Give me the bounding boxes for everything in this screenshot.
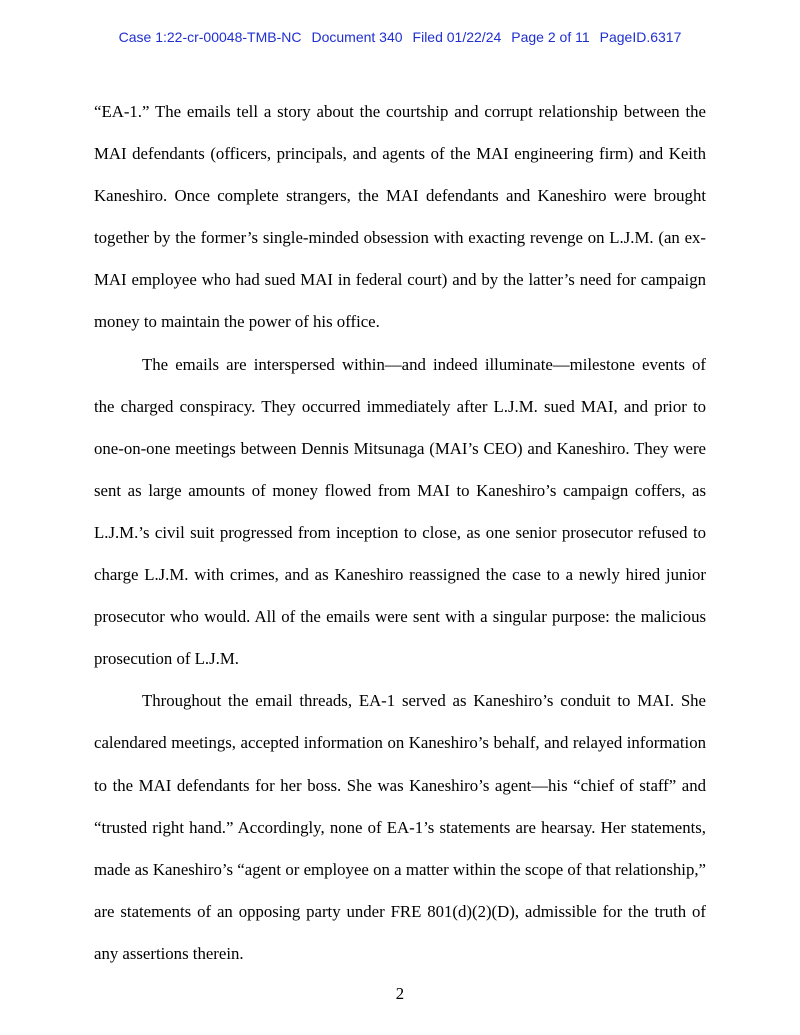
filed-date: Filed 01/22/24 xyxy=(412,29,502,45)
page-number: 2 xyxy=(395,984,405,1003)
court-filing-header xyxy=(0,28,800,46)
page-count: Page 2 of 11 xyxy=(511,29,590,45)
paragraph: The emails are interspersed within—and indeed illuminate—milestone events of the charged conspiracy. They occurred immediately after L.J.M. sued MAI, and prior to one-on-one meetings between Dennis Mitsunaga (MAI’s CEO) and Kaneshiro. They were sent as large amounts of money flowed from MAI to Kaneshiro’s campaign coffers, as L.J.M.’s civil suit progressed from inception to close, as one senior prosecutor refused to charge L.J.M. with crimes, and as Kaneshiro reassigned the case to a newly hired junior prosecutor who would. All of the emails were sent with a singular purpose: the malicious prosecution of L.J.M. xyxy=(94,354,706,669)
document-body xyxy=(94,91,706,975)
case-number: Case 1:22-cr-00048-TMB-NC xyxy=(118,29,302,45)
paragraph: Throughout the email threads, EA-1 served as Kaneshiro’s conduit to MAI. She calendared meetings, accepted information on Kaneshiro’s behalf, and relayed information to the MAI defendants for her boss. She was Kaneshiro’s agent—his “chief of staff” and “trusted right hand.” Accordingly, none of EA-1’s statements are hearsay. Her statements, made as Kaneshiro’s “agent or employee on a matter within the scope of that relationship,” are statements of an opposing party under FRE 801(d)(2)(D), admissible for the truth of any assertions therein. xyxy=(94,691,706,963)
document-number: Document 340 xyxy=(311,29,403,45)
page-id: PageID.6317 xyxy=(599,29,682,45)
paragraph-continuation: “EA-1.” The emails tell a story about the courtship and corrupt relationship between the MAI defendants (officers, principals, and agents of the MAI engineering firm) and Keith Kaneshiro. Once complete strangers, the MAI defendants and Kaneshiro were brought together by the former’s single-minded obsession with exacting revenge on L.J.M. (an ex-MAI employee who had sued MAI in federal court) and by the latter’s need for campaign money to maintain the power of his office. xyxy=(94,102,706,332)
